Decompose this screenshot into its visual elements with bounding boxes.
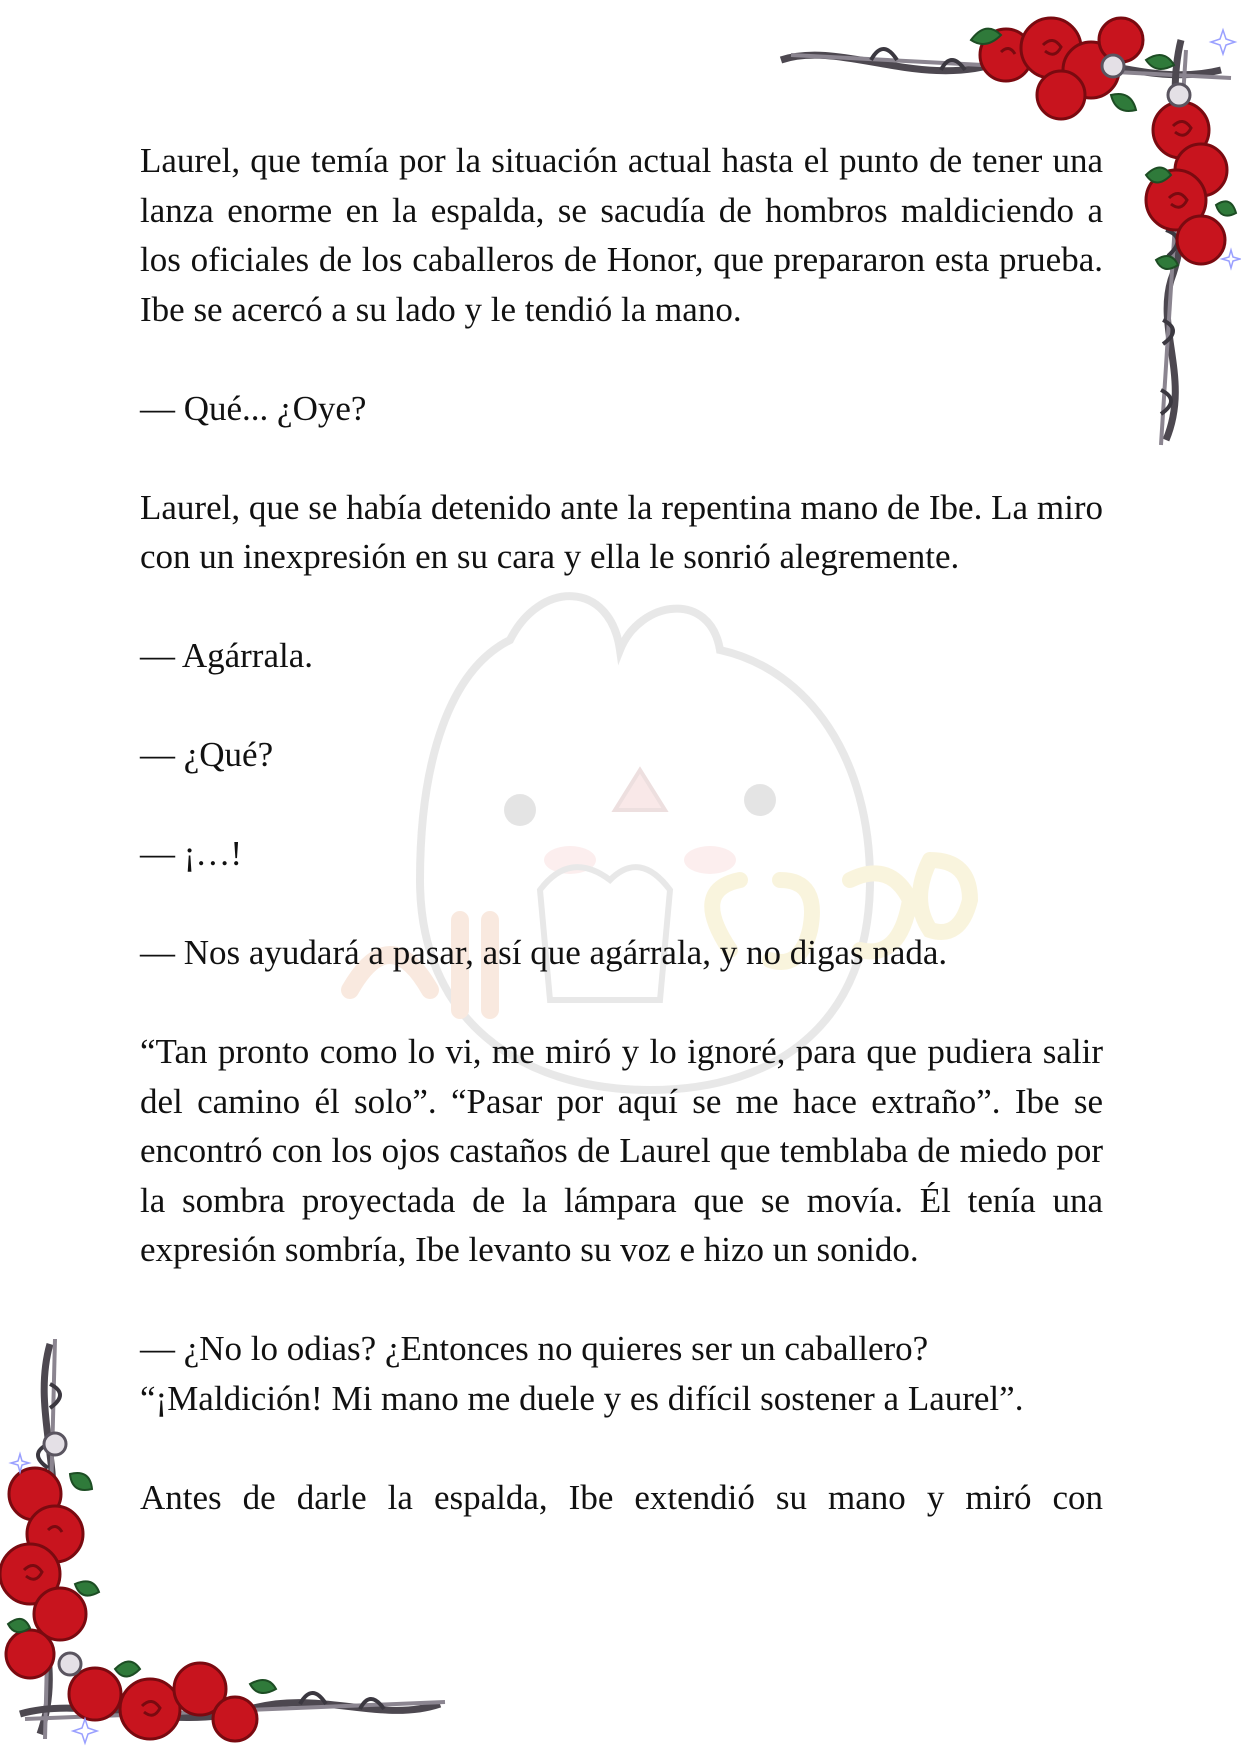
dialogue-line-4: — ¡…! xyxy=(140,834,243,873)
paragraph-3: “Tan pronto como lo vi, me miró y lo ignoré, para que pudiera salir del camino él solo”. “Pasar por aquí se me hace extraño”. Ibe se encontró con los ojos castaños de Laurel que temblaba de miedo por la sombra proyectada de la lámpara que se movía. Él tenía una expresión sombría, Ibe levanto su voz e hizo un sonido. xyxy=(140,1032,1103,1269)
paragraph-2: Laurel, que se había detenido ante la repentina mano de Ibe. La miro con un inexpresión en su cara y ella le sonrió alegremente. xyxy=(140,487,1103,576)
dialogue-line-3: — ¿Qué? xyxy=(140,735,274,774)
dialogue-line-2: — Agárrala. xyxy=(140,636,313,675)
dialogue-group xyxy=(140,1324,1103,1423)
paragraph-1: Laurel, que temía por la situación actual hasta el punto de tener una lanza enorme en la espalda, se sacudía de hombros maldiciendo a los oficiales de los caballeros de Honor, que prepararon esta prueba. Ibe se acercó a su lado y le tendió la mano. xyxy=(140,141,1103,329)
thought-line: “¡Maldición! Mi mano me duele y es difícil sostener a Laurel”. xyxy=(140,1378,1024,1418)
dialogue-line-1: — Qué... ¿Oye? xyxy=(140,388,367,428)
paragraph-4: Antes de darle la espalda, Ibe extendió su mano y miró con xyxy=(140,1477,1103,1517)
document-body xyxy=(140,136,1103,1522)
dialogue-line-5: — Nos ayudará a pasar, así que agárrala, y no digas nada. xyxy=(140,933,948,972)
dialogue-line-6: — ¿No lo odias? ¿Entonces no quieres ser un caballero? xyxy=(140,1329,929,1368)
